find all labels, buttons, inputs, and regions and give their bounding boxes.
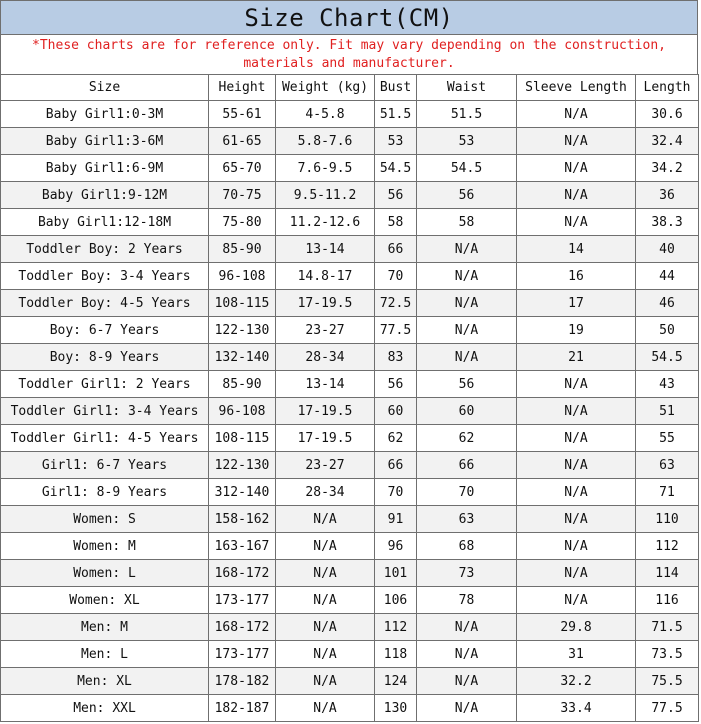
cell-length: 34.2 [636,155,699,182]
cell-weight: 14.8-17 [276,263,375,290]
cell-waist: 78 [417,587,517,614]
cell-sleeve-length: N/A [517,533,636,560]
table-row [1,236,699,263]
cell-waist: N/A [417,317,517,344]
cell-sleeve-length: N/A [517,371,636,398]
cell-length: 51 [636,398,699,425]
cell-sleeve-length: N/A [517,560,636,587]
cell-weight: 23-27 [276,452,375,479]
cell-size: Men: M [1,614,209,641]
cell-waist: 51.5 [417,101,517,128]
column-header-weight: Weight (kg) [276,75,375,101]
cell-weight: 17-19.5 [276,398,375,425]
cell-bust: 112 [375,614,417,641]
cell-size: Girl1: 6-7 Years [1,452,209,479]
header-row [1,75,699,101]
cell-size: Toddler Girl1: 4-5 Years [1,425,209,452]
cell-size: Baby Girl1:6-9M [1,155,209,182]
cell-height: 168-172 [209,614,276,641]
cell-size: Toddler Boy: 4-5 Years [1,290,209,317]
cell-size: Baby Girl1:3-6M [1,128,209,155]
cell-height: 132-140 [209,344,276,371]
cell-sleeve-length: 33.4 [517,695,636,722]
cell-bust: 91 [375,506,417,533]
cell-bust: 66 [375,236,417,263]
cell-length: 30.6 [636,101,699,128]
cell-waist: 56 [417,371,517,398]
cell-length: 54.5 [636,344,699,371]
cell-waist: N/A [417,668,517,695]
cell-length: 40 [636,236,699,263]
cell-height: 168-172 [209,560,276,587]
cell-weight: N/A [276,533,375,560]
cell-sleeve-length: 14 [517,236,636,263]
cell-weight: 7.6-9.5 [276,155,375,182]
cell-weight: N/A [276,695,375,722]
cell-waist: 60 [417,398,517,425]
table-row [1,614,699,641]
cell-waist: 68 [417,533,517,560]
table-row [1,587,699,614]
cell-height: 158-162 [209,506,276,533]
cell-weight: 23-27 [276,317,375,344]
table-row [1,128,699,155]
cell-size: Toddler Boy: 2 Years [1,236,209,263]
chart-title: Size Chart(CM) [0,0,698,35]
cell-height: 163-167 [209,533,276,560]
cell-weight: N/A [276,668,375,695]
cell-weight: 13-14 [276,371,375,398]
cell-height: 55-61 [209,101,276,128]
cell-length: 32.4 [636,128,699,155]
cell-size: Men: XL [1,668,209,695]
size-table [0,74,699,722]
cell-sleeve-length: N/A [517,425,636,452]
cell-sleeve-length: 16 [517,263,636,290]
cell-length: 71 [636,479,699,506]
cell-bust: 54.5 [375,155,417,182]
cell-size: Boy: 8-9 Years [1,344,209,371]
cell-size: Men: L [1,641,209,668]
column-header-waist: Waist [417,75,517,101]
cell-sleeve-length: 19 [517,317,636,344]
cell-length: 38.3 [636,209,699,236]
cell-size: Women: L [1,560,209,587]
cell-height: 70-75 [209,182,276,209]
cell-sleeve-length: 29.8 [517,614,636,641]
table-row [1,155,699,182]
cell-sleeve-length: N/A [517,182,636,209]
cell-bust: 60 [375,398,417,425]
cell-height: 122-130 [209,452,276,479]
cell-sleeve-length: 31 [517,641,636,668]
cell-size: Toddler Boy: 3-4 Years [1,263,209,290]
cell-height: 108-115 [209,425,276,452]
column-header-height: Height [209,75,276,101]
cell-bust: 62 [375,425,417,452]
cell-height: 65-70 [209,155,276,182]
cell-bust: 70 [375,263,417,290]
cell-length: 43 [636,371,699,398]
cell-length: 112 [636,533,699,560]
cell-height: 173-177 [209,587,276,614]
cell-height: 173-177 [209,641,276,668]
cell-sleeve-length: N/A [517,128,636,155]
table-row [1,506,699,533]
table-row [1,182,699,209]
table-row [1,695,699,722]
table-row [1,317,699,344]
cell-waist: 54.5 [417,155,517,182]
table-row [1,560,699,587]
table-body [1,101,699,722]
table-row [1,344,699,371]
cell-waist: 53 [417,128,517,155]
cell-size: Women: XL [1,587,209,614]
cell-weight: 9.5-11.2 [276,182,375,209]
cell-waist: N/A [417,290,517,317]
cell-length: 116 [636,587,699,614]
cell-weight: 11.2-12.6 [276,209,375,236]
reference-note [0,35,698,74]
cell-bust: 130 [375,695,417,722]
table-row [1,263,699,290]
table-row [1,398,699,425]
cell-size: Toddler Girl1: 2 Years [1,371,209,398]
table-row [1,668,699,695]
cell-waist: 63 [417,506,517,533]
cell-height: 178-182 [209,668,276,695]
cell-height: 108-115 [209,290,276,317]
cell-height: 75-80 [209,209,276,236]
cell-height: 96-108 [209,398,276,425]
cell-bust: 83 [375,344,417,371]
table-row [1,452,699,479]
cell-size: Toddler Girl1: 3-4 Years [1,398,209,425]
cell-weight: 28-34 [276,479,375,506]
cell-waist: 56 [417,182,517,209]
cell-size: Girl1: 8-9 Years [1,479,209,506]
cell-sleeve-length: N/A [517,479,636,506]
cell-height: 312-140 [209,479,276,506]
cell-weight: N/A [276,641,375,668]
cell-height: 182-187 [209,695,276,722]
cell-waist: N/A [417,614,517,641]
cell-length: 75.5 [636,668,699,695]
cell-length: 73.5 [636,641,699,668]
cell-weight: 5.8-7.6 [276,128,375,155]
column-header-bust: Bust [375,75,417,101]
cell-weight: N/A [276,614,375,641]
cell-sleeve-length: N/A [517,398,636,425]
cell-sleeve-length: N/A [517,209,636,236]
cell-bust: 96 [375,533,417,560]
cell-length: 63 [636,452,699,479]
cell-size: Baby Girl1:0-3M [1,101,209,128]
table-row [1,533,699,560]
cell-size: Men: XXL [1,695,209,722]
cell-waist: 66 [417,452,517,479]
column-header-length: Length [636,75,699,101]
column-header-sleeve-length: Sleeve Length [517,75,636,101]
cell-waist: N/A [417,641,517,668]
cell-bust: 101 [375,560,417,587]
cell-height: 122-130 [209,317,276,344]
cell-weight: N/A [276,560,375,587]
cell-bust: 118 [375,641,417,668]
cell-waist: N/A [417,695,517,722]
cell-weight: 4-5.8 [276,101,375,128]
cell-waist: 62 [417,425,517,452]
cell-size: Boy: 6-7 Years [1,317,209,344]
cell-height: 96-108 [209,263,276,290]
cell-bust: 53 [375,128,417,155]
cell-bust: 56 [375,371,417,398]
cell-size: Women: S [1,506,209,533]
cell-bust: 51.5 [375,101,417,128]
cell-weight: N/A [276,587,375,614]
cell-length: 77.5 [636,695,699,722]
cell-waist: N/A [417,263,517,290]
cell-length: 44 [636,263,699,290]
cell-size: Baby Girl1:12-18M [1,209,209,236]
cell-weight: N/A [276,506,375,533]
cell-sleeve-length: N/A [517,587,636,614]
cell-sleeve-length: 21 [517,344,636,371]
cell-bust: 56 [375,182,417,209]
cell-bust: 124 [375,668,417,695]
cell-sleeve-length: 17 [517,290,636,317]
cell-length: 50 [636,317,699,344]
cell-size: Women: M [1,533,209,560]
cell-bust: 58 [375,209,417,236]
cell-waist: N/A [417,236,517,263]
cell-bust: 70 [375,479,417,506]
cell-sleeve-length: N/A [517,506,636,533]
cell-sleeve-length: N/A [517,155,636,182]
cell-waist: 58 [417,209,517,236]
cell-height: 85-90 [209,236,276,263]
table-row [1,479,699,506]
reference-note-line-1: *These charts are for reference only. Fit may vary depending on the construction, [32,38,666,53]
table-row [1,371,699,398]
cell-length: 110 [636,506,699,533]
table-row [1,290,699,317]
cell-height: 85-90 [209,371,276,398]
cell-height: 61-65 [209,128,276,155]
table-row [1,641,699,668]
cell-bust: 106 [375,587,417,614]
cell-waist: N/A [417,344,517,371]
cell-length: 114 [636,560,699,587]
cell-sleeve-length: 32.2 [517,668,636,695]
column-header-size: Size [1,75,209,101]
cell-bust: 66 [375,452,417,479]
cell-length: 36 [636,182,699,209]
cell-weight: 28-34 [276,344,375,371]
table-row [1,425,699,452]
cell-weight: 17-19.5 [276,290,375,317]
cell-sleeve-length: N/A [517,452,636,479]
cell-length: 46 [636,290,699,317]
cell-length: 55 [636,425,699,452]
cell-size: Baby Girl1:9-12M [1,182,209,209]
cell-length: 71.5 [636,614,699,641]
cell-weight: 13-14 [276,236,375,263]
cell-waist: 73 [417,560,517,587]
cell-waist: 70 [417,479,517,506]
table-row [1,209,699,236]
reference-note-line-2: materials and manufacturer. [243,56,455,71]
table-row [1,101,699,128]
cell-bust: 77.5 [375,317,417,344]
cell-bust: 72.5 [375,290,417,317]
cell-weight: 17-19.5 [276,425,375,452]
cell-sleeve-length: N/A [517,101,636,128]
